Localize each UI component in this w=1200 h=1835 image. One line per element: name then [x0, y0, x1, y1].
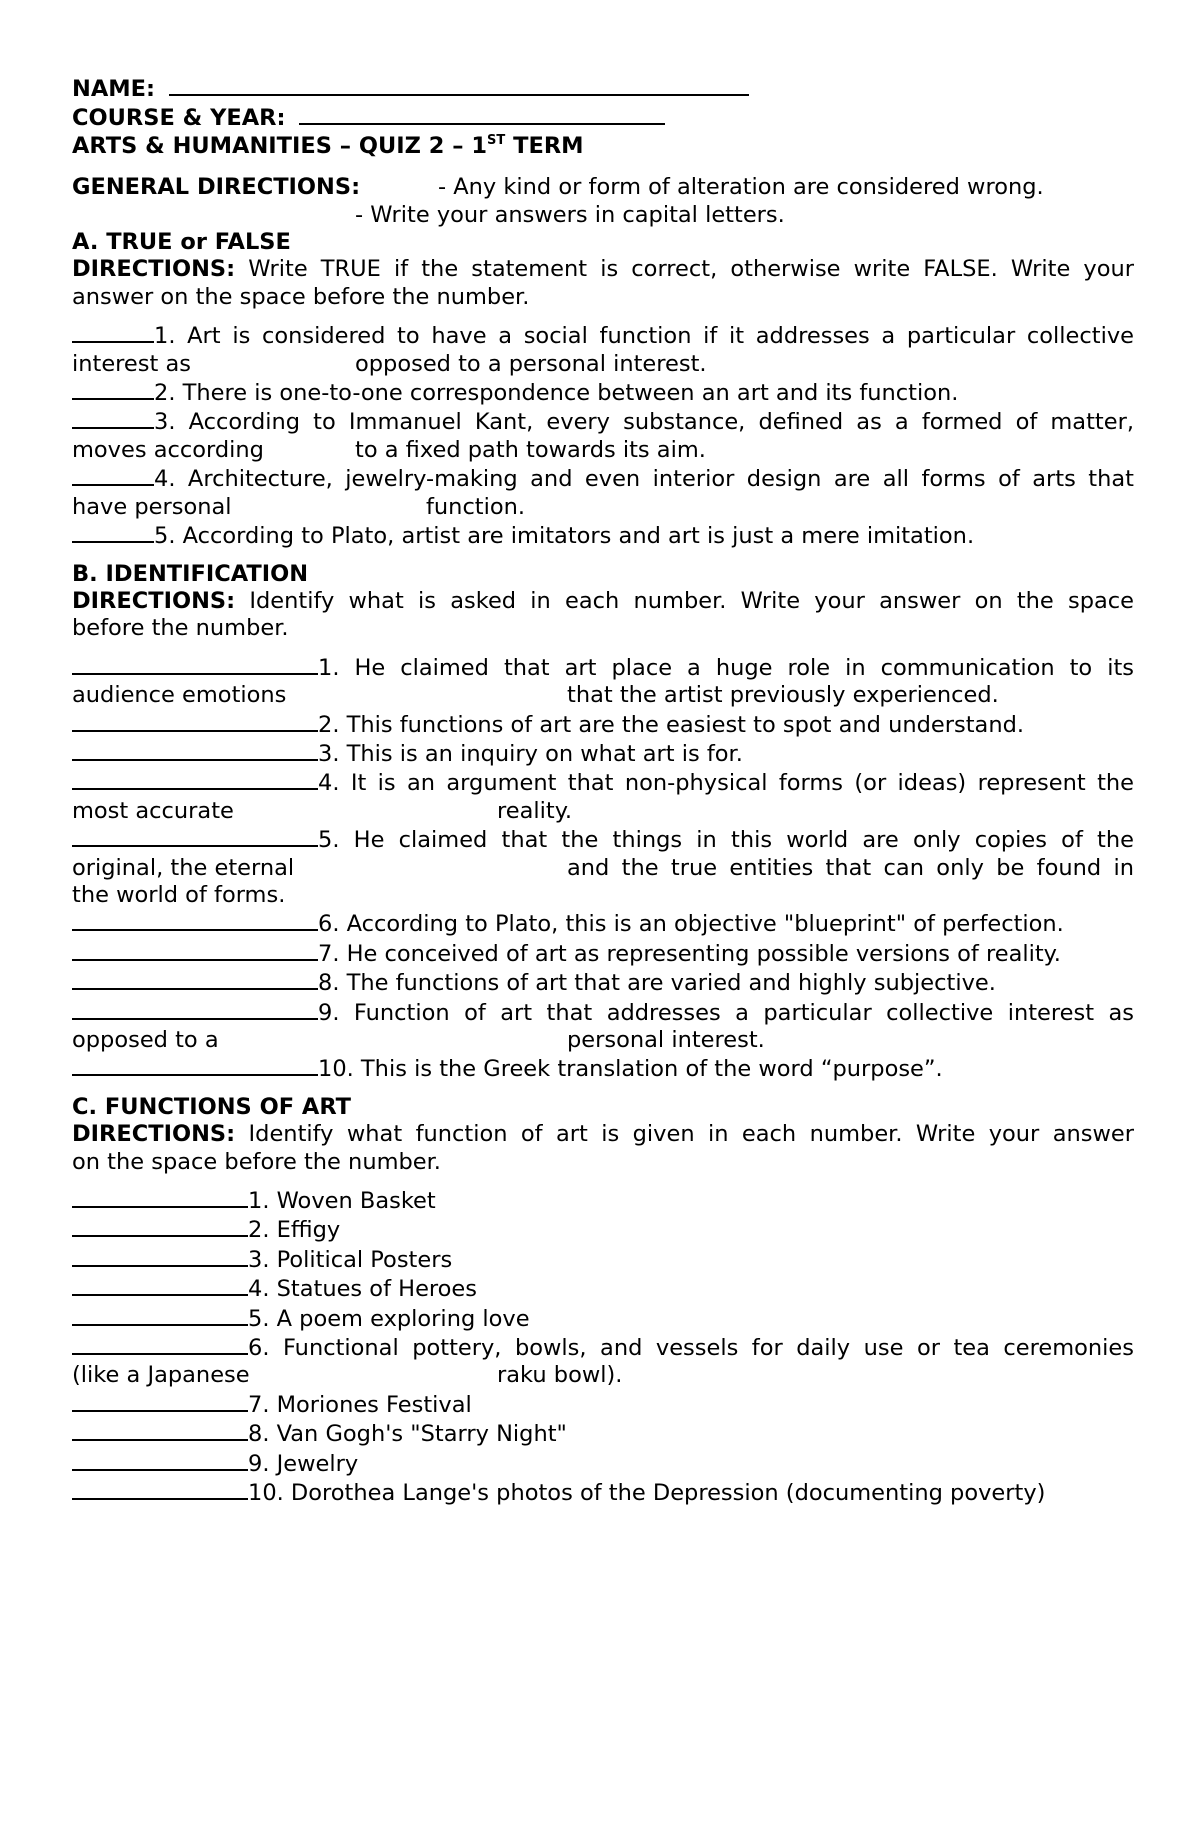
question-text: original, the eternal	[72, 854, 295, 881]
section-b-dir-label: DIRECTIONS:	[72, 587, 236, 614]
question-continuation	[72, 437, 1134, 464]
question-item	[72, 939, 1134, 968]
question-text: 10. This is the Greek translation of the word “purpose”.	[318, 1056, 943, 1083]
section-c-dir-label: DIRECTIONS:	[72, 1121, 236, 1148]
question-item	[72, 1054, 1134, 1083]
question-text: most accurate	[72, 797, 234, 824]
question-text: 6. Functional pottery, bowls, and vessels for daily use or tea ceremonies	[248, 1335, 1134, 1362]
question-text: 3. Political Posters	[248, 1246, 453, 1273]
question-continuation	[72, 1362, 1134, 1389]
answer-blank[interactable]	[72, 739, 318, 761]
answer-blank[interactable]	[72, 1304, 248, 1326]
section-a-directions	[72, 256, 1134, 283]
question-text: raku bowl).	[497, 1362, 623, 1389]
question-item	[72, 968, 1134, 997]
section-b-title: B. IDENTIFICATION	[72, 560, 309, 587]
answer-blank[interactable]	[72, 968, 318, 990]
quiz-title-sup: ST	[487, 132, 506, 148]
question-continuation	[72, 494, 1134, 521]
question-text: 2. There is one-to-one correspondence between an art and its function.	[154, 380, 959, 407]
answer-blank[interactable]	[72, 1186, 248, 1208]
question-item	[72, 739, 1134, 768]
section-b-dir-line2: before the number.	[72, 615, 289, 642]
question-text: 2. This functions of art are the easiest to spot and understand.	[318, 711, 1025, 738]
section-b-dir-text: Identify what is asked in each number. Write your answer on the space	[235, 587, 1134, 614]
name-label: NAME:	[72, 76, 156, 102]
question-text: moves according	[72, 436, 264, 463]
question-text: 9. Jewelry	[248, 1450, 359, 1477]
question-text: 8. The functions of art that are varied and highly subjective.	[318, 970, 996, 997]
question-item	[72, 521, 1134, 550]
answer-blank[interactable]	[72, 998, 318, 1020]
general-rule-2: - Write your answers in capital letters.	[355, 201, 785, 228]
answer-blank[interactable]	[72, 1333, 248, 1355]
question-text: to a fixed path towards its aim.	[355, 436, 706, 463]
answer-blank[interactable]	[72, 710, 318, 732]
name-field[interactable]	[169, 74, 749, 96]
answer-blank[interactable]	[72, 768, 318, 790]
question-text: have personal	[72, 493, 232, 520]
answer-blank[interactable]	[72, 407, 154, 429]
question-item	[72, 378, 1134, 407]
section-b-directions	[72, 588, 1134, 615]
general-rule-2-line	[72, 202, 1134, 229]
question-continuation	[72, 1027, 1134, 1054]
answer-blank[interactable]	[72, 464, 154, 486]
quiz-title	[72, 133, 1134, 160]
question-text: 2. Effigy	[248, 1217, 341, 1244]
question-item	[72, 1245, 1134, 1274]
answer-blank[interactable]	[72, 1245, 248, 1267]
answer-blank[interactable]	[72, 521, 154, 543]
course-label: COURSE & YEAR:	[72, 105, 286, 132]
general-directions	[72, 174, 1134, 201]
quiz-document	[72, 74, 1134, 1508]
question-text: 1. Art is considered to have a social function if it addresses a particular collective	[154, 323, 1134, 350]
question-continuation: the world of forms.	[72, 881, 286, 908]
section-a-dir-text: Write TRUE if the statement is correct, otherwise write FALSE. Write your	[235, 256, 1134, 283]
answer-blank[interactable]	[72, 1215, 248, 1237]
section-a-dir-label: DIRECTIONS:	[72, 256, 236, 283]
course-year-field[interactable]	[299, 103, 665, 125]
answer-blank[interactable]	[72, 321, 154, 343]
question-item	[72, 1390, 1134, 1419]
answer-blank[interactable]	[72, 909, 318, 931]
name-line	[72, 74, 1134, 103]
question-item	[72, 825, 1134, 854]
answer-blank[interactable]	[72, 1390, 248, 1412]
question-text: 4. It is an argument that non-physical forms (or ideas) represent the	[318, 770, 1134, 797]
question-item	[72, 1274, 1134, 1303]
question-text: reality.	[497, 797, 572, 824]
question-text: opposed to a personal interest.	[355, 350, 707, 377]
question-text: that the artist previously experienced.	[567, 682, 999, 709]
question-text: 5. A poem exploring love	[248, 1305, 530, 1332]
question-text: 9. Function of art that addresses a particular collective interest as	[318, 999, 1134, 1026]
answer-blank[interactable]	[72, 1449, 248, 1471]
answer-blank[interactable]	[72, 1054, 318, 1076]
section-c-dir-line2: on the space before the number.	[72, 1148, 441, 1175]
general-rule-1: - Any kind or form of alteration are considered wrong.	[438, 174, 1044, 201]
question-text: opposed to a	[72, 1027, 219, 1053]
question-text: 10. Dorothea Lange's photos of the Depression (documenting poverty)	[248, 1480, 1046, 1507]
question-text: 1. He claimed that art place a huge role in communication to its	[318, 654, 1134, 681]
general-directions-label: GENERAL DIRECTIONS:	[72, 174, 361, 201]
question-item	[72, 407, 1134, 436]
question-text: 3. According to Immanuel Kant, every substance, defined as a formed of matter,	[154, 409, 1134, 436]
answer-blank[interactable]	[72, 939, 318, 961]
answer-blank[interactable]	[72, 1478, 248, 1500]
question-continuation	[72, 682, 1134, 709]
question-text: 6. According to Plato, this is an objective "blueprint" of perfection.	[318, 911, 1064, 938]
question-text: function.	[426, 493, 526, 520]
question-item	[72, 1333, 1134, 1362]
answer-blank[interactable]	[72, 653, 318, 675]
question-item	[72, 909, 1134, 938]
question-text: 4. Architecture, jewelry-making and even interior design are all forms of arts that	[154, 466, 1134, 493]
quiz-title-end: TERM	[505, 132, 584, 159]
course-line	[72, 103, 1134, 132]
question-text: 7. He conceived of art as representing possible versions of reality.	[318, 940, 1061, 967]
question-text: personal interest.	[567, 1027, 765, 1053]
answer-blank[interactable]	[72, 825, 318, 847]
question-item	[72, 768, 1134, 797]
question-item	[72, 998, 1134, 1027]
question-text: interest as	[72, 350, 191, 377]
question-continuation	[72, 855, 1134, 882]
quiz-title-main: ARTS & HUMANITIES – QUIZ 2 – 1	[72, 132, 488, 159]
question-item	[72, 1478, 1134, 1507]
section-c-title: C. FUNCTIONS OF ART	[72, 1093, 351, 1120]
section-a-title: A. TRUE or FALSE	[72, 229, 291, 256]
question-text: 8. Van Gogh's "Starry Night"	[248, 1421, 567, 1448]
answer-blank[interactable]	[72, 1419, 248, 1441]
question-continuation	[72, 798, 1134, 825]
question-item	[72, 653, 1134, 682]
question-item	[72, 1186, 1134, 1215]
question-text: 7. Moriones Festival	[248, 1391, 472, 1418]
question-item	[72, 1304, 1134, 1333]
question-continuation	[72, 351, 1134, 378]
question-text: audience emotions	[72, 682, 287, 709]
question-text: 3. This is an inquiry on what art is for.	[318, 740, 743, 767]
section-c-directions	[72, 1121, 1134, 1148]
question-item	[72, 710, 1134, 739]
answer-blank[interactable]	[72, 1274, 248, 1296]
section-c-dir-text: Identify what function of art is given in each number. Write your answer	[235, 1121, 1134, 1148]
answer-blank[interactable]	[72, 378, 154, 400]
question-item	[72, 1215, 1134, 1244]
question-item	[72, 1449, 1134, 1478]
question-text: 5. He claimed that the things in this world are only copies of the	[318, 827, 1134, 854]
question-text: 5. According to Plato, artist are imitators and art is just a mere imitation.	[154, 523, 975, 550]
section-a-dir-line2: answer on the space before the number.	[72, 283, 530, 310]
question-text: 1. Woven Basket	[248, 1188, 436, 1215]
question-text: 4. Statues of Heroes	[248, 1276, 477, 1303]
question-text: (like a Japanese	[72, 1362, 250, 1389]
question-item	[72, 321, 1134, 350]
question-item	[72, 464, 1134, 493]
question-item	[72, 1419, 1134, 1448]
question-text: and the true entities that can only be found in	[567, 854, 1134, 881]
